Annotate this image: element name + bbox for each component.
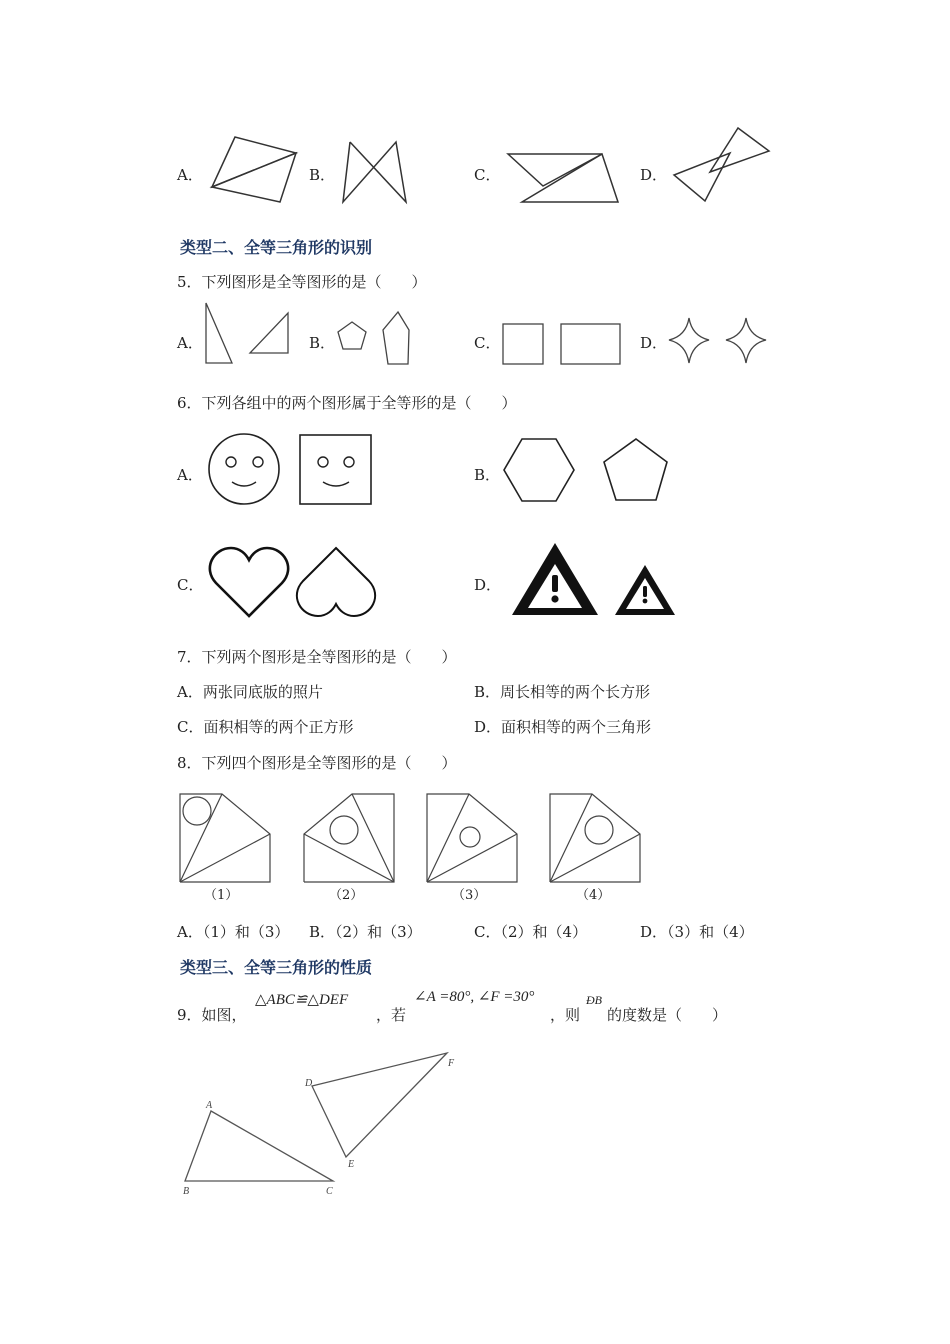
label-d: D <box>305 1078 313 1089</box>
q6-option-a-figure <box>205 430 377 510</box>
q4-option-a-figure <box>208 132 303 207</box>
label-e: E <box>348 1159 355 1170</box>
q7-option-d[interactable]: D．面积相等的两个三角形 <box>474 718 652 736</box>
q8-figure-2 <box>300 790 400 884</box>
q8-caption-4: （4） <box>576 888 611 903</box>
label-f: F <box>448 1058 455 1069</box>
q6-option-b-figure <box>500 435 675 507</box>
q6-option-a-label[interactable]: A． <box>177 466 203 484</box>
q9-angles: ∠A =80°, ∠F =30° <box>414 989 535 1005</box>
label-c: C <box>326 1186 333 1197</box>
q8-figure-3 <box>423 790 523 884</box>
q5-option-b-label[interactable]: B． <box>309 334 336 352</box>
q9-angle-b: ÐB <box>586 993 602 1007</box>
q8-option-a[interactable]: A．（1）和（3） <box>177 923 290 941</box>
q8-figure-4 <box>546 790 646 884</box>
q9-triangles-figure <box>178 1045 468 1205</box>
q5-option-a-label[interactable]: A． <box>177 334 203 352</box>
q7-option-a[interactable]: A．两张同底版的照片 <box>177 683 323 701</box>
q7-stem: 7．下列两个图形是全等图形的是（ ） <box>177 648 457 666</box>
q6-option-b-label[interactable]: B． <box>474 466 501 484</box>
q7-option-c[interactable]: C．面积相等的两个正方形 <box>177 718 354 736</box>
q6-option-c-label[interactable]: C． <box>177 576 204 594</box>
q7-option-b[interactable]: B．周长相等的两个长方形 <box>474 683 651 701</box>
q8-stem: 8．下列四个图形是全等图形的是（ ） <box>177 754 457 772</box>
q8-caption-3: （3） <box>452 888 487 903</box>
q5-option-a-figure <box>202 300 297 368</box>
q5-option-c-figure <box>500 322 625 368</box>
q4-option-b-figure <box>338 138 413 206</box>
q6-option-d-label[interactable]: D． <box>474 576 502 594</box>
q5-stem: 5．下列图形是全等图形的是（ ） <box>177 273 427 291</box>
q8-option-d[interactable]: D．（3）和（4） <box>640 923 754 941</box>
q4-option-c-figure <box>505 150 623 208</box>
q6-option-c-figure <box>208 540 383 622</box>
q9-prefix: 9．如图， <box>177 1006 247 1024</box>
q5-option-b-figure <box>333 308 418 368</box>
q8-figure-1 <box>176 790 276 884</box>
q9-suffix: 的度数是（ ） <box>607 1006 728 1024</box>
q9-mid2: ，则 <box>550 1006 581 1024</box>
q4-option-d-label[interactable]: D． <box>640 166 668 184</box>
q8-caption-1: （1） <box>204 888 239 903</box>
q5-option-d-figure <box>666 315 771 367</box>
q9-mid: ，若 <box>376 1006 407 1024</box>
q8-option-c[interactable]: C．（2）和（4） <box>474 923 588 941</box>
q8-option-b[interactable]: B．（2）和（3） <box>309 923 422 941</box>
q4-option-a-label[interactable]: A． <box>177 166 203 184</box>
label-a: A <box>206 1100 213 1111</box>
q4-option-c-label[interactable]: C． <box>474 166 501 184</box>
q5-option-c-label[interactable]: C． <box>474 334 501 352</box>
q6-option-d-figure <box>508 538 683 622</box>
section-heading-3: 类型三、全等三角形的性质 <box>180 958 373 977</box>
q6-stem: 6．下列各组中的两个图形属于全等形的是（ ） <box>177 394 517 412</box>
label-b: B <box>183 1186 190 1197</box>
q9-congruence: △ABC≌△DEF <box>255 992 349 1008</box>
q5-option-d-label[interactable]: D． <box>640 334 668 352</box>
q8-caption-2: （2） <box>329 888 364 903</box>
section-heading-2: 类型二、全等三角形的识别 <box>180 238 373 257</box>
q4-option-b-label[interactable]: B． <box>309 166 336 184</box>
q4-option-d-figure <box>670 124 775 208</box>
